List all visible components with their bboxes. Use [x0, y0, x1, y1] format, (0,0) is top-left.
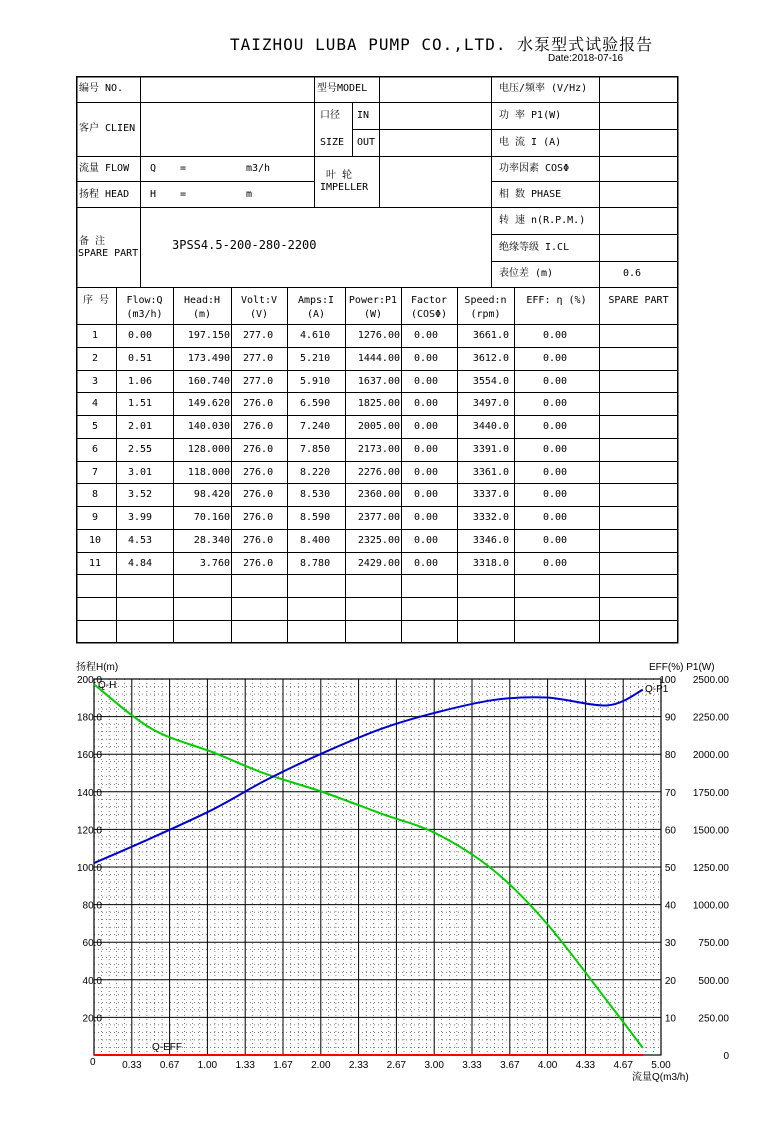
- table-header-cell: 序 号: [82, 295, 110, 306]
- table-cell: 11: [88, 558, 102, 569]
- table-header-cell: (COSΦ): [410, 309, 448, 320]
- table-cell: 276.0: [243, 489, 274, 500]
- table-cell: 277.0: [243, 353, 274, 364]
- table-cell: 1637.00: [357, 376, 400, 387]
- table-cell: 4.610: [300, 330, 331, 341]
- x-tick-label: 4.33: [575, 1060, 596, 1071]
- table-cell: 2173.00: [357, 444, 400, 455]
- x-tick-label: 4.67: [613, 1060, 633, 1071]
- y-power-tick-label: 0: [723, 1051, 729, 1062]
- table-cell: 3.01: [128, 467, 153, 478]
- table-cell: 0.00: [414, 489, 439, 500]
- table-cell: 4: [91, 398, 99, 409]
- flow-unit: m3/h: [246, 163, 271, 174]
- table-cell: 3.99: [128, 512, 153, 523]
- y-left-tick-label: 40.0: [82, 975, 102, 987]
- x-tick-label: 1.33: [235, 1060, 255, 1071]
- table-cell: 0.00: [128, 330, 153, 341]
- flow-q-symbol: Q: [150, 163, 157, 174]
- y-power-tick-label: 250.00: [698, 1013, 729, 1025]
- head-unit: m: [246, 189, 253, 200]
- x-tick-label: 3.00: [424, 1060, 444, 1071]
- table-header-cell: (m3/h): [126, 309, 163, 320]
- impeller-label-en: IMPELLER: [320, 182, 369, 193]
- table-cell: 0.00: [543, 489, 568, 500]
- table-header-cell: (m): [192, 309, 212, 320]
- y-power-tick-label: 500.00: [698, 975, 729, 987]
- flow-equals: =: [180, 163, 187, 174]
- table-header-cell: Volt:V: [240, 295, 278, 306]
- x-tick-label: 2.00: [311, 1060, 331, 1071]
- table-cell: 173.490: [187, 353, 230, 364]
- table-cell: 3318.0: [472, 558, 509, 569]
- x-tick-label: 0.67: [159, 1060, 180, 1071]
- table-cell: 8.400: [300, 535, 331, 546]
- x-tick-label: 0: [90, 1057, 96, 1068]
- x-tick-label: 2.33: [348, 1060, 369, 1071]
- y-eff-tick-label: 70: [664, 787, 676, 799]
- table-cell: 0.00: [543, 398, 568, 409]
- table-cell: 0.00: [414, 512, 439, 523]
- table-cell: 3361.0: [472, 467, 509, 478]
- x-tick-label: 1.00: [197, 1060, 218, 1071]
- y-power-tick-label: 2250.00: [692, 712, 729, 724]
- table-header-cell: EFF: η (%): [526, 295, 587, 306]
- curve-label-q-h: Q-H: [98, 680, 117, 691]
- table-cell: 276.0: [243, 444, 274, 455]
- report-title: TAIZHOU LUBA PUMP CO.,LTD. 水泵型式试验报告: [230, 35, 654, 54]
- table-cell: 3440.0: [472, 421, 509, 432]
- table-cell: 1.51: [128, 398, 153, 409]
- table-cell: 4.53: [128, 535, 153, 546]
- spare-part-value: 3PSS4.5-200-280-2200: [172, 238, 317, 252]
- table-cell: 5.910: [300, 376, 331, 387]
- curve-label-q-eff: Q-EFF: [152, 1042, 182, 1053]
- y-axis-right-title: EFF(%) P1(W): [649, 662, 715, 673]
- voltage-label: 电压/频率 (V/Hz): [499, 83, 588, 94]
- table-cell: 3337.0: [472, 489, 509, 500]
- head-equals: =: [180, 189, 187, 200]
- x-tick-label: 3.67: [500, 1060, 520, 1071]
- table-cell: 0.00: [543, 353, 568, 364]
- y-eff-tick-label: 100: [659, 675, 676, 686]
- power-label: 功 率 P1(W): [499, 110, 562, 121]
- table-header-cell: Power:P1: [348, 295, 398, 306]
- table-cell: 2429.00: [357, 558, 400, 569]
- table-cell: 0.00: [543, 376, 568, 387]
- table-cell: 2: [91, 353, 99, 364]
- table-cell: 2.01: [128, 421, 153, 432]
- table-cell: 276.0: [243, 535, 274, 546]
- table-cell: 2377.00: [357, 512, 400, 523]
- table-cell: 0.51: [128, 353, 153, 364]
- x-axis-title: 流量Q(m3/h): [632, 1072, 689, 1083]
- table-cell: 1825.00: [357, 398, 400, 409]
- table-cell: 0.00: [414, 535, 439, 546]
- table-cell: 0.00: [543, 421, 568, 432]
- table-cell: 8.590: [300, 512, 331, 523]
- table-cell: 7.240: [300, 421, 331, 432]
- table-cell: 149.620: [187, 398, 230, 409]
- report-date: Date:2018-07-16: [548, 53, 624, 64]
- flow-label: 流量 FLOW: [79, 163, 130, 174]
- table-cell: 0.00: [543, 330, 568, 341]
- table-cell: 6: [91, 444, 99, 455]
- table-cell: 0.00: [414, 558, 439, 569]
- table-cell: 0.00: [414, 444, 439, 455]
- no-label: 编号 NO.: [79, 83, 124, 94]
- power-factor-label: 功率因素 COSΦ: [499, 163, 570, 174]
- impeller-label-cn: 叶 轮: [326, 170, 353, 181]
- phase-label: 相 数 PHASE: [499, 189, 562, 200]
- table-cell: 276.0: [243, 512, 274, 523]
- table-cell: 8: [91, 489, 99, 500]
- table-cell: 0.00: [543, 535, 568, 546]
- table-header-cell: Head:H: [183, 295, 221, 306]
- table-cell: 7.850: [300, 444, 331, 455]
- table-header-cell: Factor: [410, 295, 448, 306]
- y-power-tick-label: 1750.00: [692, 787, 729, 799]
- table-cell: 118.000: [187, 467, 230, 478]
- table-cell: 276.0: [243, 558, 274, 569]
- y-eff-tick-label: 90: [664, 712, 676, 724]
- y-eff-tick-label: 60: [664, 825, 676, 837]
- table-cell: 1: [91, 330, 99, 341]
- y-eff-tick-label: 40: [664, 900, 676, 912]
- table-cell: 3: [91, 376, 99, 387]
- y-eff-tick-label: 80: [664, 750, 676, 762]
- x-tick-label: 5.00: [651, 1060, 671, 1071]
- y-power-tick-label: 750.00: [698, 938, 729, 950]
- table-cell: 0.00: [543, 467, 568, 478]
- y-eff-tick-label: 10: [664, 1013, 676, 1025]
- meter-diff-label: 表位差 (m): [499, 268, 554, 279]
- table-cell: 28.340: [193, 535, 230, 546]
- table-cell: 276.0: [243, 467, 274, 478]
- table-header-cell: (V): [249, 309, 269, 320]
- table-cell: 3497.0: [472, 398, 509, 409]
- y-power-tick-label: 1500.00: [692, 825, 729, 837]
- table-cell: 128.000: [187, 444, 230, 455]
- table-cell: 4.84: [128, 558, 153, 569]
- out-label: OUT: [357, 137, 376, 148]
- x-tick-label: 1.67: [273, 1060, 293, 1071]
- table-cell: 1444.00: [357, 353, 400, 364]
- table-cell: 2005.00: [357, 421, 400, 432]
- table-cell: 98.420: [193, 489, 230, 500]
- x-tick-label: 2.67: [386, 1060, 407, 1071]
- table-cell: 0.00: [414, 330, 439, 341]
- table-cell: 3346.0: [472, 535, 509, 546]
- y-power-tick-label: 2500.00: [692, 675, 729, 686]
- y-left-tick-label: 60.0: [82, 938, 102, 950]
- table-cell: 0.00: [543, 558, 568, 569]
- table-header-cell: Amps:I: [297, 295, 335, 306]
- table-cell: 8.220: [300, 467, 331, 478]
- table-cell: 5: [91, 421, 99, 432]
- table-cell: 2325.00: [357, 535, 400, 546]
- table-cell: 0.00: [414, 467, 439, 478]
- table-cell: 0.00: [414, 376, 439, 387]
- current-label: 电 流 I (A): [499, 137, 562, 148]
- table-cell: 277.0: [243, 376, 274, 387]
- y-left-tick-label: 180.0: [76, 712, 102, 724]
- table-header-cell: (W): [363, 309, 383, 320]
- y-left-tick-label: 20.0: [82, 1013, 102, 1025]
- table-cell: 0.00: [414, 421, 439, 432]
- table-cell: 3.52: [128, 489, 153, 500]
- table-cell: 5.210: [300, 353, 331, 364]
- x-tick-label: 3.33: [462, 1060, 482, 1071]
- table-cell: 277.0: [243, 330, 274, 341]
- table-cell: 6.590: [300, 398, 331, 409]
- table-header-cell: Speed:n: [464, 295, 507, 306]
- model-label: 型号MODEL: [317, 83, 368, 94]
- table-cell: 1276.00: [357, 330, 400, 341]
- table-cell: 2.55: [128, 444, 153, 455]
- x-tick-label: 0.33: [122, 1060, 142, 1071]
- y-power-tick-label: 1000.00: [692, 900, 729, 912]
- table-cell: 1.06: [128, 376, 153, 387]
- table-cell: 3.760: [199, 558, 230, 569]
- caliber-label: 口径: [320, 110, 340, 121]
- table-cell: 8.530: [300, 489, 331, 500]
- table-cell: 197.150: [187, 330, 230, 341]
- in-label: IN: [357, 110, 370, 121]
- curve-label-q-p1: Q-P1: [645, 684, 669, 695]
- spare-label-cn: 备 注: [79, 236, 106, 247]
- table-header-cell: (rpm): [470, 309, 501, 320]
- spare-label-en: SPARE PART: [78, 248, 139, 259]
- table-cell: 3612.0: [472, 353, 509, 364]
- table-cell: 0.00: [414, 398, 439, 409]
- y-left-tick-label: 120.0: [76, 825, 102, 837]
- meter-diff-value: 0.6: [623, 268, 642, 279]
- table-cell: 7: [91, 467, 99, 478]
- table-cell: 2360.00: [357, 489, 400, 500]
- head-label: 扬程 HEAD: [79, 189, 130, 200]
- table-cell: 0.00: [543, 444, 568, 455]
- table-cell: 3554.0: [472, 376, 509, 387]
- y-eff-tick-label: 30: [664, 938, 676, 950]
- table-cell: 10: [88, 535, 102, 546]
- table-header-cell: Flow:Q: [126, 295, 163, 306]
- table-header-cell: SPARE PART: [608, 295, 669, 306]
- table-cell: 8.780: [300, 558, 331, 569]
- table-cell: 276.0: [243, 398, 274, 409]
- table-cell: 0.00: [543, 512, 568, 523]
- table-cell: 3661.0: [472, 330, 509, 341]
- y-left-tick-label: 80.0: [82, 900, 102, 912]
- table-header-cell: (A): [306, 309, 326, 320]
- table-cell: 9: [91, 512, 99, 523]
- table-cell: 2276.00: [357, 467, 400, 478]
- x-tick-label: 4.00: [537, 1060, 558, 1071]
- y-axis-left-title: 扬程H(m): [76, 662, 119, 673]
- table-cell: 0.00: [414, 353, 439, 364]
- table-cell: 3391.0: [472, 444, 509, 455]
- insulation-label: 绝缘等级 I.CL: [499, 242, 570, 253]
- table-cell: 276.0: [243, 421, 274, 432]
- y-power-tick-label: 1250.00: [692, 863, 729, 874]
- y-eff-tick-label: 50: [664, 863, 676, 874]
- y-eff-tick-label: 20: [664, 975, 676, 987]
- table-cell: 70.160: [193, 512, 230, 523]
- table-cell: 140.030: [187, 421, 230, 432]
- head-h-symbol: H: [150, 189, 157, 200]
- y-power-tick-label: 2000.00: [692, 750, 729, 762]
- client-label: 客户 CLIEN: [79, 123, 136, 134]
- y-left-tick-label: 200.0: [76, 675, 102, 686]
- table-cell: 3332.0: [472, 512, 509, 523]
- y-left-tick-label: 140.0: [76, 787, 102, 799]
- y-left-tick-label: 100.0: [76, 863, 102, 874]
- size-label: SIZE: [320, 137, 345, 148]
- y-left-tick-label: 160.0: [76, 750, 102, 762]
- speed-label: 转 速 n(R.P.M.): [499, 215, 586, 226]
- table-cell: 160.740: [187, 376, 230, 387]
